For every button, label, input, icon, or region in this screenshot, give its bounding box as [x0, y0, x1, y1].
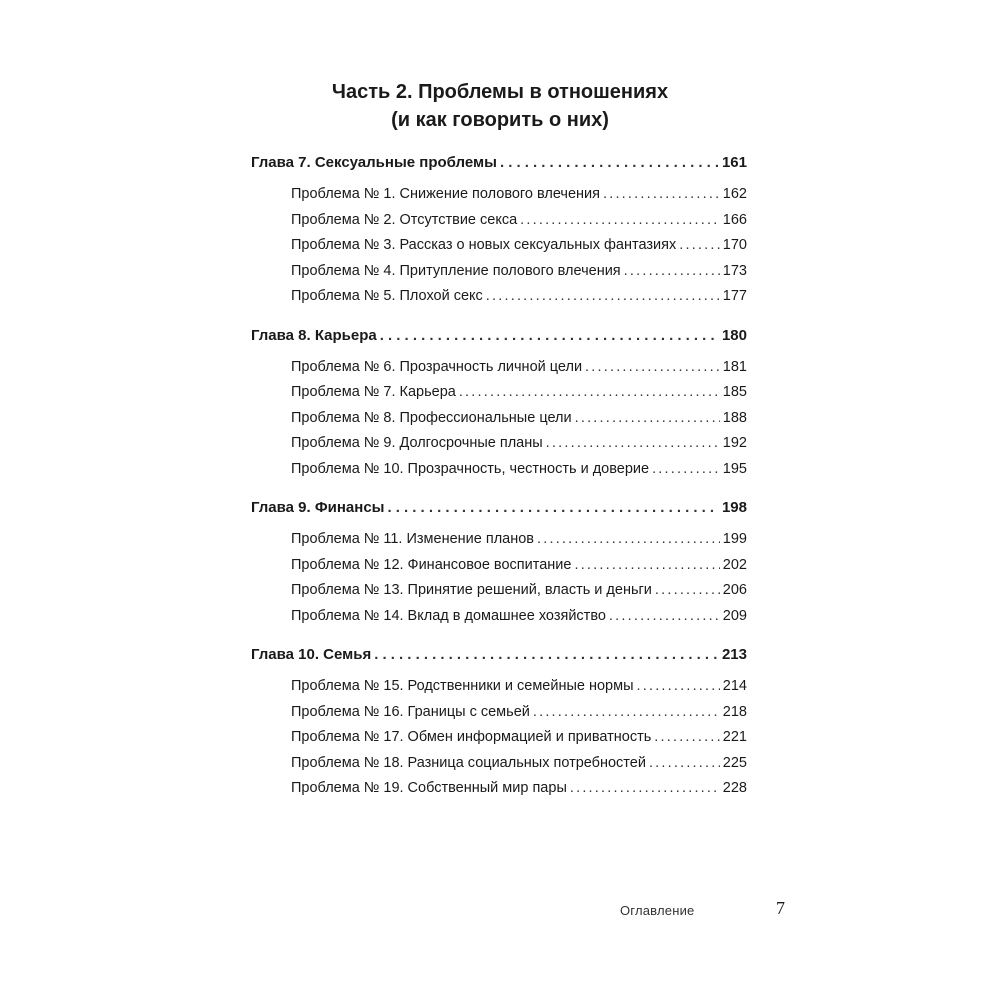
- chapter-9: [251, 495, 747, 629]
- chapter-page-number: 161: [721, 154, 747, 171]
- dot-leader: [603, 182, 720, 208]
- toc-entry[interactable]: [251, 604, 747, 630]
- toc-entry[interactable]: [251, 725, 747, 751]
- entry-title: Проблема № 16. Границы с семьей: [291, 703, 530, 720]
- entry-title: Проблема № 4. Притупление полового влечения: [291, 262, 621, 279]
- chapter-heading[interactable]: [251, 323, 747, 349]
- entry-title: Проблема № 6. Прозрачность личной цели: [291, 358, 583, 375]
- dot-leader: [654, 725, 720, 751]
- entry-title: Проблема № 11. Изменение планов: [291, 531, 535, 547]
- chapter-heading[interactable]: [251, 495, 747, 521]
- chapter-page-number: 213: [721, 646, 747, 663]
- dot-leader: [649, 751, 720, 777]
- dot-leader: [546, 431, 720, 457]
- entry-page-number: 181: [722, 358, 747, 375]
- entry-title: Проблема № 10. Прозрачность, честность и доверие: [291, 460, 650, 477]
- toc-entry[interactable]: [251, 355, 747, 381]
- chapter-10: [251, 642, 747, 802]
- dot-leader: [652, 457, 720, 483]
- entry-title: Проблема № 7. Карьера: [291, 384, 456, 400]
- toc-entry[interactable]: [251, 406, 747, 432]
- entry-title: Проблема № 5. Плохой секс: [291, 288, 483, 304]
- toc-entry[interactable]: [251, 208, 747, 234]
- table-of-contents: [251, 150, 747, 815]
- dot-leader: [609, 604, 720, 630]
- dot-leader: [387, 495, 718, 521]
- entry-page-number: 173: [722, 262, 747, 279]
- entry-page-number: 209: [722, 607, 747, 624]
- running-footer-label: Оглавление: [620, 903, 695, 918]
- entry-page-number: 188: [722, 409, 747, 426]
- dot-leader: [570, 776, 720, 802]
- entry-page-number: 192: [722, 435, 747, 451]
- dot-leader: [500, 150, 719, 176]
- dot-leader: [486, 284, 720, 310]
- toc-entry[interactable]: [251, 527, 747, 553]
- toc-entry[interactable]: [251, 259, 747, 285]
- toc-entry[interactable]: [251, 776, 747, 802]
- dot-leader: [574, 553, 719, 579]
- entry-page-number: 195: [722, 460, 747, 477]
- entry-page-number: 170: [722, 237, 747, 253]
- part-title-line1: Часть 2. Проблемы в отношениях: [331, 81, 669, 103]
- entry-page-number: 221: [722, 729, 747, 745]
- dot-leader: [459, 380, 720, 406]
- dot-leader: [624, 259, 720, 285]
- entry-page-number: 202: [722, 556, 747, 573]
- dot-leader: [679, 233, 720, 259]
- page-number: 7: [776, 898, 785, 918]
- entry-title: Проблема № 3. Рассказ о новых сексуальных фантазиях: [291, 237, 677, 253]
- toc-entry[interactable]: [251, 674, 747, 700]
- chapter-title: Глава 8. Карьера: [251, 326, 377, 344]
- toc-entry[interactable]: [251, 380, 747, 406]
- chapter-title: Глава 10. Семья: [251, 646, 372, 663]
- chapter-title: Глава 7. Сексуальные проблемы: [251, 154, 497, 171]
- chapter-page-number: 180: [721, 326, 747, 344]
- entry-title: Проблема № 15. Родственники и семейные нормы: [291, 678, 634, 694]
- dot-leader: [520, 208, 720, 234]
- entry-title: Проблема № 12. Финансовое воспитание: [291, 556, 572, 573]
- toc-entry[interactable]: [251, 578, 747, 604]
- dot-leader: [374, 642, 719, 668]
- dot-leader: [575, 406, 720, 432]
- entry-title: Проблема № 9. Долгосрочные планы: [291, 435, 543, 451]
- chapter-page-number: 198: [721, 499, 747, 516]
- chapter-heading[interactable]: [251, 642, 747, 668]
- dot-leader: [533, 700, 720, 726]
- entry-page-number: 218: [722, 703, 747, 720]
- chapter-8: [251, 323, 747, 483]
- dot-leader: [655, 578, 720, 604]
- entry-title: Проблема № 17. Обмен информацией и приватность: [291, 729, 652, 745]
- entry-page-number: 225: [722, 754, 747, 771]
- entry-page-number: 206: [722, 582, 747, 598]
- dot-leader: [637, 674, 720, 700]
- entry-page-number: 228: [722, 780, 747, 796]
- entry-title: Проблема № 2. Отсутствие секса: [291, 211, 518, 228]
- entry-page-number: 166: [722, 211, 747, 228]
- toc-entry[interactable]: [251, 751, 747, 777]
- toc-entry[interactable]: [251, 457, 747, 483]
- chapter-7: [251, 150, 747, 310]
- entry-page-number: 177: [722, 288, 747, 304]
- toc-entry[interactable]: [251, 431, 747, 457]
- toc-entry[interactable]: [251, 553, 747, 579]
- entry-page-number: 162: [722, 186, 747, 202]
- chapter-heading[interactable]: [251, 150, 747, 176]
- toc-entry[interactable]: [251, 700, 747, 726]
- dot-leader: [537, 527, 720, 553]
- entry-title: Проблема № 18. Разница социальных потребностей: [291, 754, 646, 771]
- entry-page-number: 214: [722, 678, 747, 694]
- part-title-line2: (и как говорить о них): [391, 109, 609, 131]
- dot-leader: [585, 355, 720, 381]
- entry-title: Проблема № 1. Снижение полового влечения: [291, 186, 600, 202]
- entry-title: Проблема № 8. Профессиональные цели: [291, 409, 572, 426]
- toc-entry[interactable]: [251, 182, 747, 208]
- chapter-title: Глава 9. Финансы: [251, 499, 385, 516]
- entry-title: Проблема № 13. Принятие решений, власть и деньги: [291, 582, 652, 598]
- entry-title: Проблема № 14. Вклад в домашнее хозяйство: [291, 607, 606, 624]
- toc-entry[interactable]: [251, 284, 747, 310]
- entry-page-number: 185: [722, 384, 747, 400]
- entry-page-number: 199: [722, 531, 747, 547]
- toc-entry[interactable]: [251, 233, 747, 259]
- dot-leader: [380, 323, 719, 349]
- entry-title: Проблема № 19. Собственный мир пары: [291, 780, 567, 796]
